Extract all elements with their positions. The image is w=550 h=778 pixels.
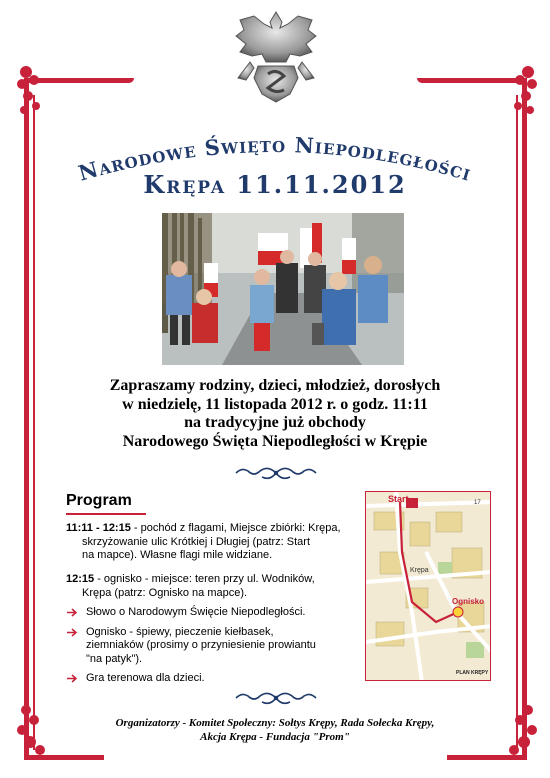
invitation-line: w niedzielę, 11 listopada 2012 r. o godz. 11:11 bbox=[122, 395, 428, 413]
village-map bbox=[365, 491, 491, 681]
list-item bbox=[66, 672, 356, 686]
invitation-text bbox=[40, 377, 510, 451]
footer-line: Akcja Krępa - Fundacja "Prom" bbox=[200, 731, 350, 743]
bullet-text: Ognisko - śpiewy, pieczenie kiełbasek, ziemniaków (prosimy o przyniesienie prowiantu "na patyk"). bbox=[86, 625, 316, 665]
program-heading-underline bbox=[66, 513, 146, 515]
map-ognisko-label: Ognisko bbox=[452, 597, 485, 606]
corner-ornament-top-left bbox=[14, 62, 64, 132]
schedule-text: na mapce). Własne flagi mile widziane. bbox=[82, 549, 273, 561]
invitation-line: Narodowego Święta Niepodległości w Krępie bbox=[122, 432, 428, 450]
event-subtitle: Krępa 11.11.2012 bbox=[143, 170, 407, 199]
map-krepa-label: Krępa bbox=[410, 567, 429, 574]
bullet-text: Słowo o Narodowym Święcie Niepodległości. bbox=[86, 606, 306, 618]
map-plan-label: PLAN KRĘPY bbox=[456, 670, 489, 676]
invitation-line: na tradycyjne już obchody bbox=[184, 414, 366, 431]
invitation-line: Zapraszamy rodziny, dzieci, młodzież, dorosłych bbox=[109, 377, 441, 394]
schedule-text: Krępa (patrz: Ognisko na mapce). bbox=[82, 586, 248, 599]
list-item bbox=[66, 626, 321, 667]
organizers-footer bbox=[40, 716, 510, 744]
corner-ornament-top-right bbox=[490, 62, 540, 132]
footer-line: Organizatorzy - Komitet Społeczny: Sołtys Krępy, Rada Sołecka Krępy, bbox=[115, 717, 435, 729]
flourish-divider-icon bbox=[232, 690, 320, 706]
map-start-label: Start bbox=[388, 494, 409, 504]
photo-march-with-flags-icon bbox=[162, 213, 404, 365]
list-item bbox=[66, 606, 356, 620]
arrow-bullet-icon bbox=[66, 608, 78, 617]
program-bullets bbox=[66, 606, 356, 692]
eagle-emblem-icon bbox=[228, 8, 324, 106]
march-photo bbox=[162, 213, 404, 365]
schedule-item-march bbox=[66, 522, 356, 563]
schedule-time: 12:15 bbox=[66, 573, 95, 585]
schedule-text: - ognisko - miejsce: teren przy ul. Wodników, bbox=[94, 573, 315, 585]
flourish-divider-icon bbox=[232, 465, 320, 481]
schedule-text: - pochód z flagami, Miejsce zbiórki: Krępa, bbox=[130, 522, 341, 534]
schedule-time: 11:11 - 12:15 bbox=[66, 522, 131, 534]
schedule-text: skrzyżowanie ulic Krótkiej i Długiej (patrz: Start bbox=[82, 535, 311, 548]
program-heading: Program bbox=[66, 492, 132, 509]
map-corner-number: 17 bbox=[474, 500, 481, 506]
schedule-item-bonfire bbox=[66, 573, 356, 600]
map-illustration bbox=[366, 492, 491, 681]
arrow-bullet-icon bbox=[66, 674, 78, 683]
arrow-bullet-icon bbox=[66, 628, 78, 637]
title-text: Narodowe Święto Niepodległości bbox=[75, 131, 475, 186]
bullet-text: Gra terenowa dla dzieci. bbox=[86, 672, 205, 684]
